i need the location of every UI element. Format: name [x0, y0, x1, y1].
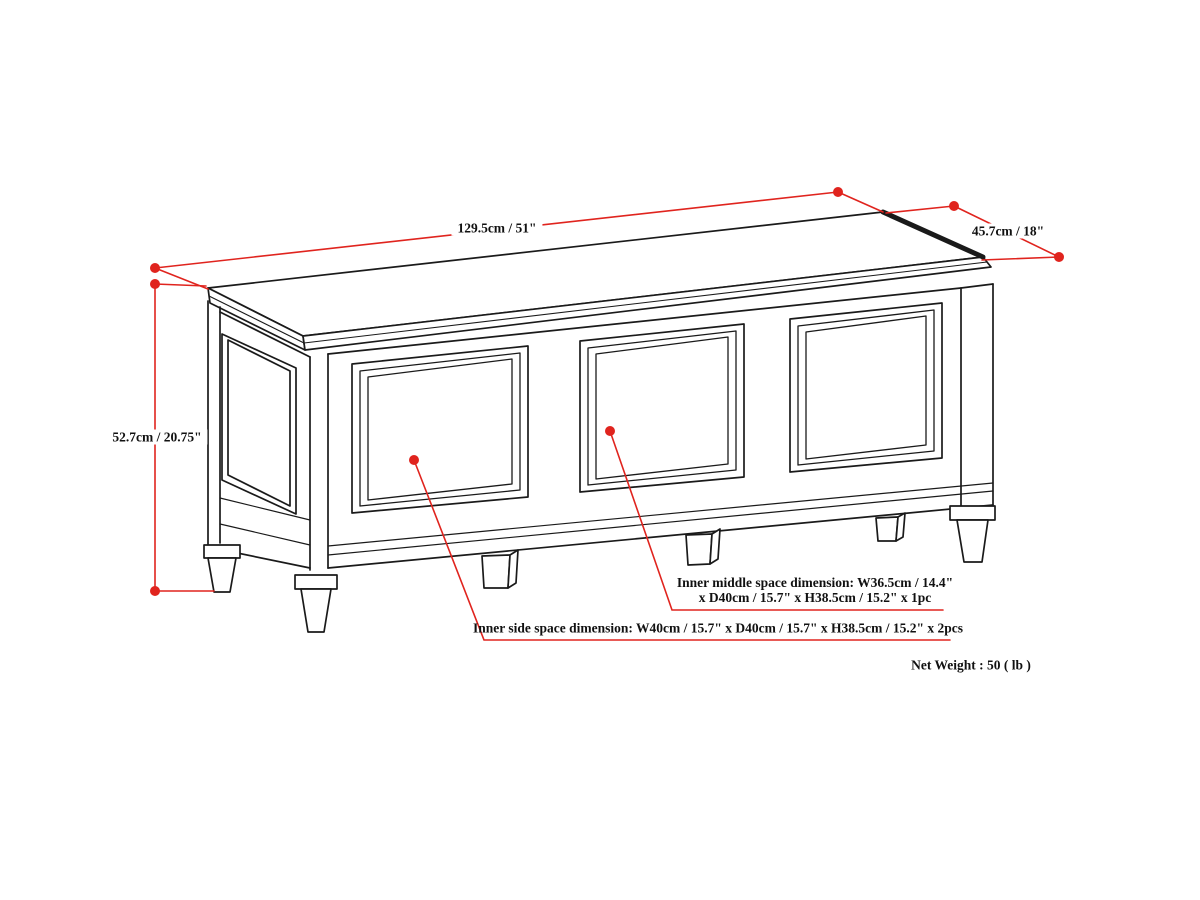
inner-middle-space-line1: Inner middle space dimension: W36.5cm / 14.4"	[676, 575, 954, 590]
net-weight-label: Net Weight : 50 ( lb )	[911, 657, 1031, 673]
bench-front-panels	[352, 303, 942, 513]
inner-middle-space-line2: x D40cm / 15.7" x H38.5cm / 15.2" x 1pc	[698, 590, 932, 605]
bench-seat	[208, 212, 991, 350]
inner-side-leader-line	[414, 460, 950, 640]
storage-bench-drawing	[204, 212, 995, 632]
height-dimension-label: 52.7cm / 20.75"	[106, 430, 207, 445]
inner-side-space-annotation: Inner side space dimension: W40cm / 15.7" x D40cm / 15.7" x H38.5cm / 15.2" x 2pcs	[473, 620, 963, 636]
bench-legs	[204, 506, 995, 632]
inner-middle-space-annotation	[677, 575, 953, 605]
width-dimension-label: 129.5cm / 51"	[451, 221, 542, 236]
depth-dimension-label: 45.7cm / 18"	[966, 224, 1050, 239]
